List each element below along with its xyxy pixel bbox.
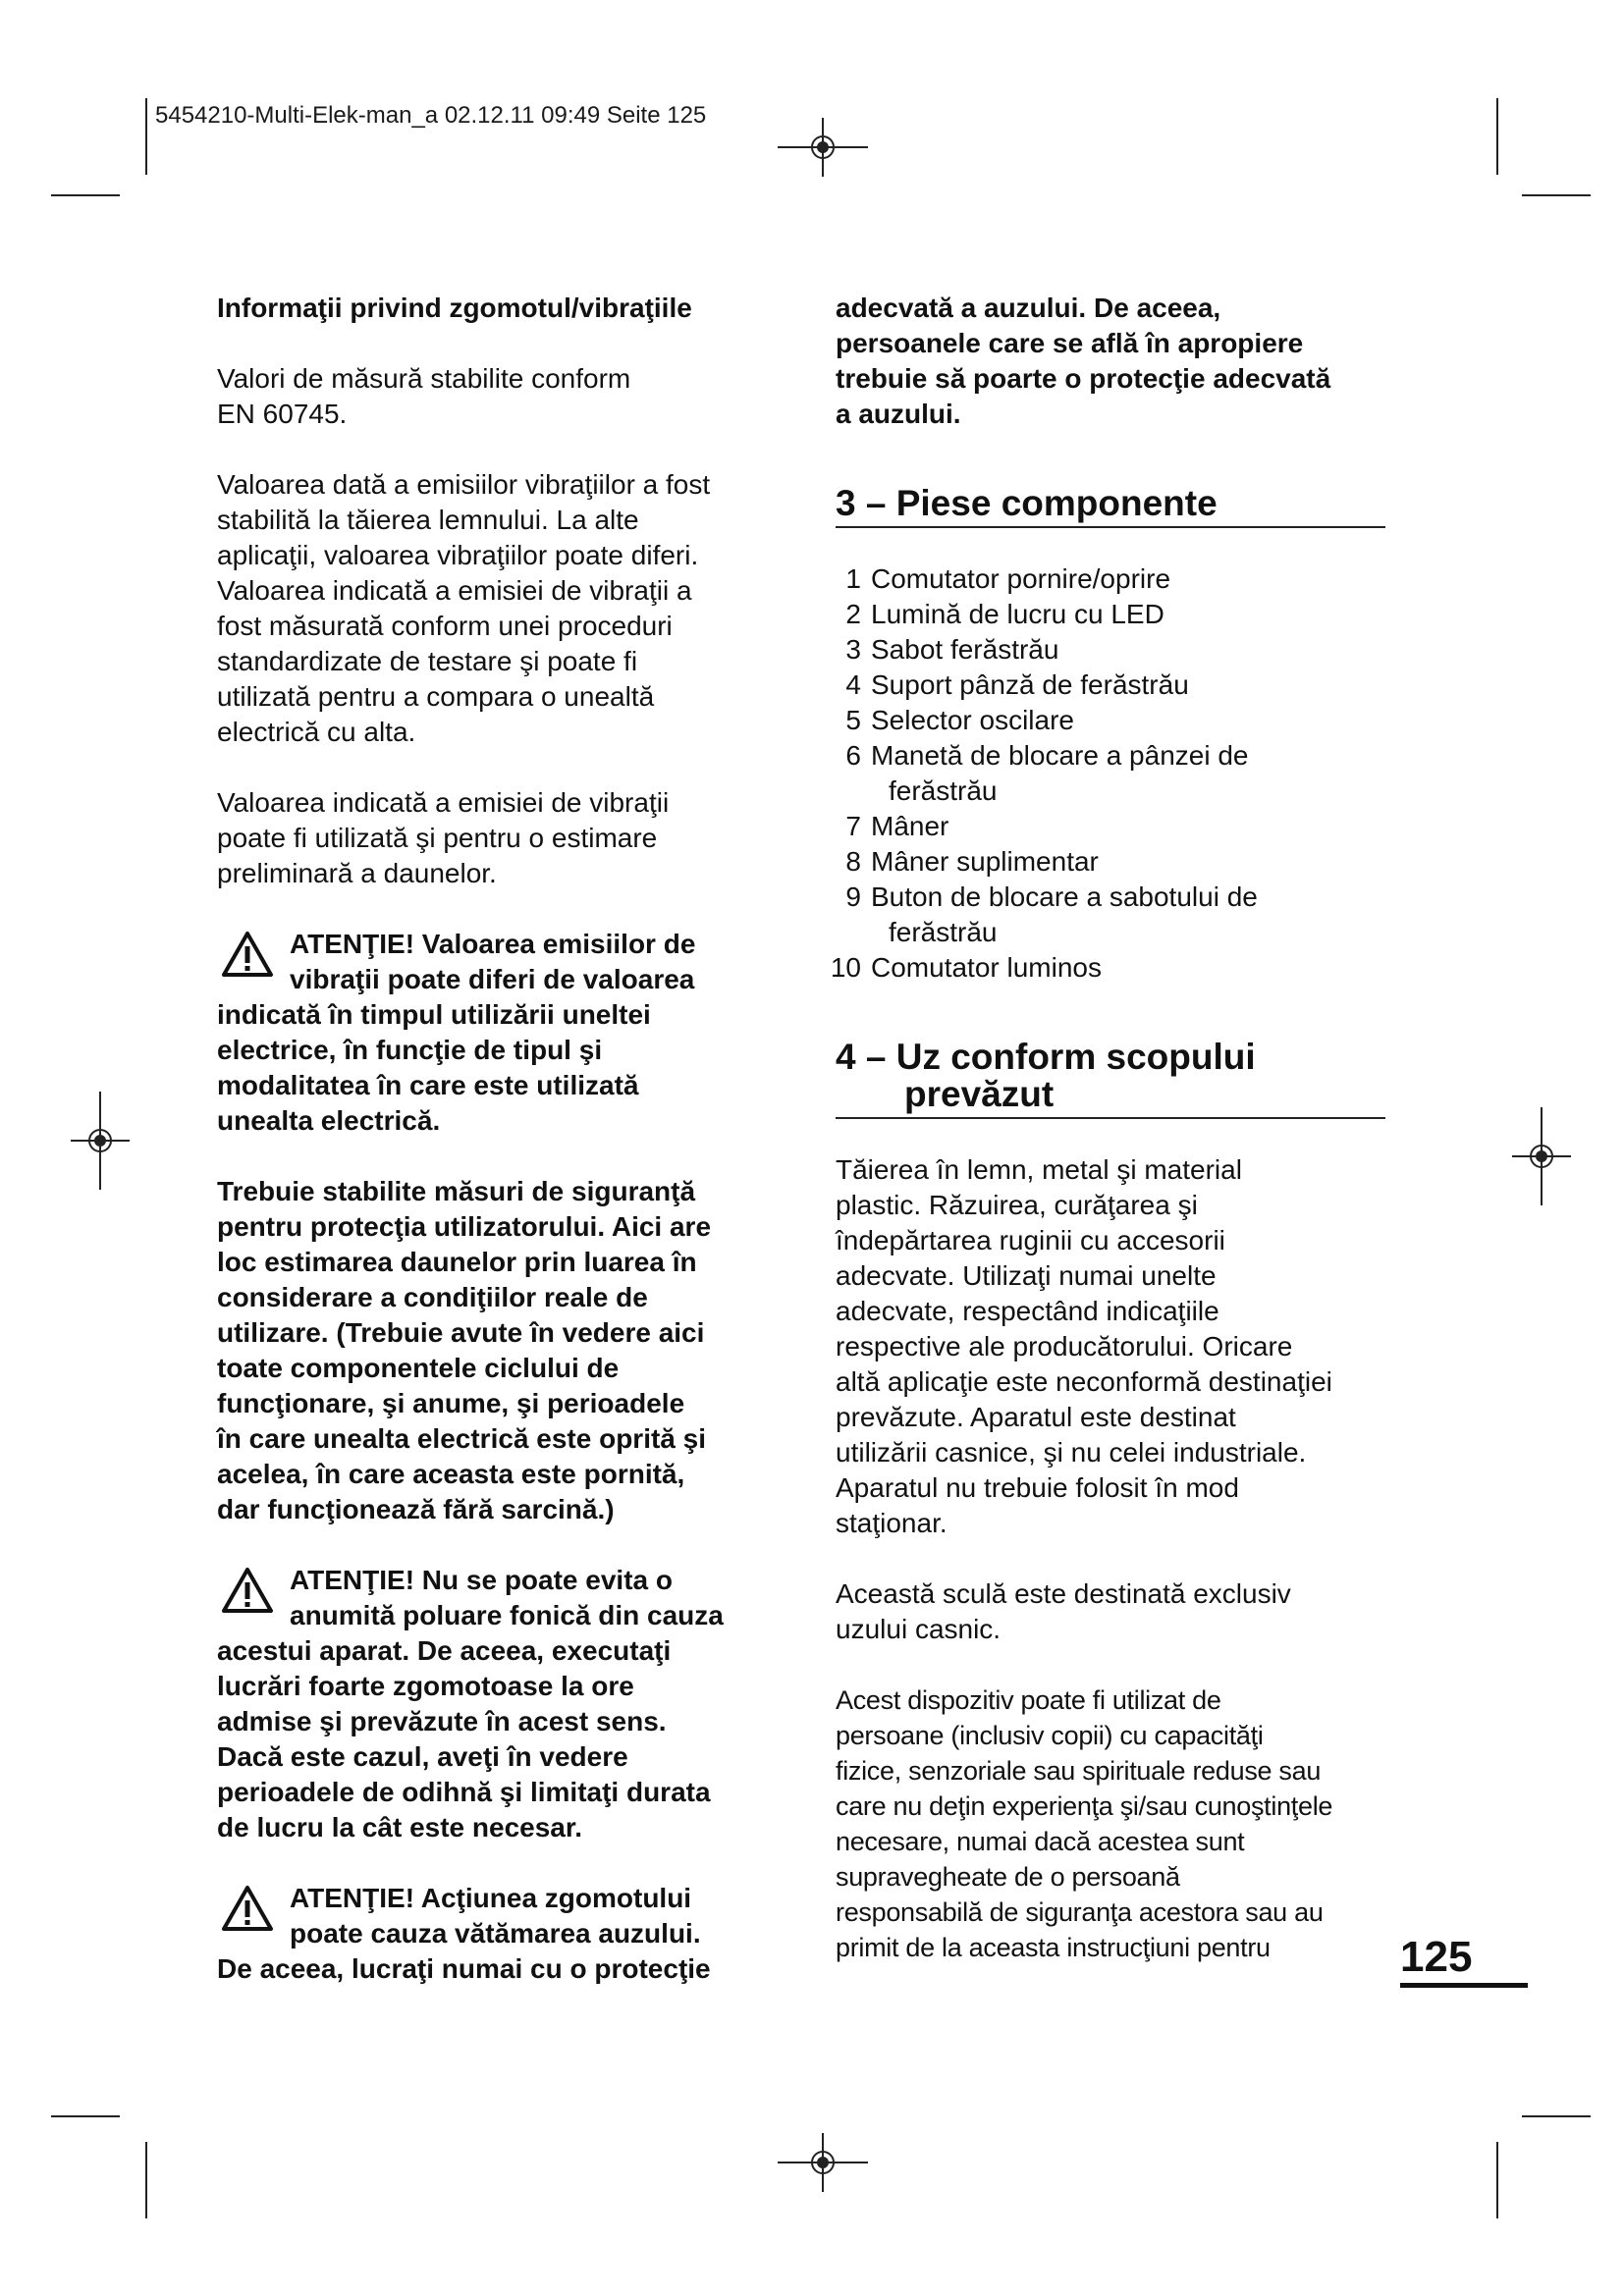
crop-mark	[145, 98, 147, 175]
noise-info-heading: Informaţii privind zgomotul/vibraţiile	[217, 293, 692, 323]
crop-mark	[1496, 98, 1498, 175]
registration-mark-icon	[778, 118, 868, 177]
device-usage-paragraph: Acest dispozitiv poate fi utilizat de persoane (inclusiv copii) cu capacităţi fizice, senzoriale sau spirituale reduse sau care nu deţin experienţa şi/sau cunoştinţele necesare, numai dacă acestea sunt supravegheate de o persoană responsabilă de siguranţa acestora sau au primit de la aceasta instrucţiuni pentru	[836, 1685, 1333, 1962]
warning-triangle-icon	[221, 1567, 274, 1614]
crop-mark	[1496, 2142, 1498, 2218]
section-heading-components: 3 – Piese componente	[836, 485, 1385, 528]
intended-use-paragraph: Tăierea în lemn, metal şi material plastic. Răzuirea, curăţarea şi îndepărtarea ruginii cu accesorii adecvate. Utilizaţi numai unelte adecvate, respectând indicaţiile respective ale producătorului. Oricare altă aplicaţie este neconformă destinaţiei prevăzute. Aparatul este destinat utilizării casnice, şi nu celei industriale. Aparatul nu trebuie folosit în mod staţionar.	[836, 1154, 1332, 1538]
vibration-paragraph: Valoarea dată a emisiilor vibraţiilor a fost stabilită la tăierea lemnului. La alte aplicaţii, valoarea vibraţiilor poate diferi. Valoarea indicată a emisiei de vibraţii a fost măsurată conform unei proceduri standardizate de testare şi poate fi utilizată pentru a compara o unealtă electrică cu alta.	[217, 469, 711, 747]
right-column	[830, 291, 1385, 1965]
hearing-continuation: adecvată a auzului. De aceea, persoanele care se află în apropiere trebuie să poarte o protecţie adecvată a auzului.	[836, 293, 1331, 429]
list-item: 4 Suport pânză de ferăstrău	[845, 669, 1189, 700]
print-slug: 5454210-Multi-Elek-man_a 02.12.11 09:49 Seite 125	[155, 102, 707, 129]
crop-mark	[51, 194, 120, 196]
warning-noise-pollution: ATENŢIE! Nu se poate evita o anumită poluare fonică din cauza acestui aparat. De aceea, executaţi lucrări foarte zgomotoase la ore admise şi prevăzute în acest sens. Dacă este cazul, aveţi în vedere perioadele de odihnă şi limitaţi durata de lucru la cât este necesar.	[217, 1565, 724, 1842]
list-item: 8 Mâner suplimentar	[845, 846, 1099, 877]
registration-mark-icon	[778, 2133, 868, 2192]
measurement-paragraph: Valori de măsură stabilite conform EN 60745.	[217, 363, 631, 429]
crop-mark	[145, 2142, 147, 2218]
list-item: 2 Lumină de lucru cu LED	[845, 599, 1164, 629]
registration-mark-icon	[71, 1092, 130, 1190]
list-item: 9 Buton de blocare a sabotului de ferăstrău	[845, 881, 1258, 947]
page-number: 125	[1400, 1934, 1528, 1988]
warning-triangle-icon	[221, 1885, 274, 1932]
list-item: 6 Manetă de blocare a pânzei de ferăstrău	[845, 740, 1249, 806]
estimate-paragraph: Valoarea indicată a emisiei de vibraţii poate fi utilizată şi pentru o estimare preliminară a daunelor.	[217, 787, 670, 888]
list-item: 5 Selector oscilare	[845, 705, 1074, 735]
safety-paragraph: Trebuie stabilite măsuri de siguranţă pentru protecţia utilizatorului. Aici are loc estimarea daunelor prin luarea în considerare a condiţiilor reale de utilizare. (Trebuie avute în vedere aici toate componentele ciclului de funcţionare, şi anume, şi perioadele în care unealta electrică este oprită şi acelea, în care aceasta este pornită, dar funcţionează fără sarcină.)	[217, 1176, 712, 1524]
registration-mark-icon	[1512, 1107, 1571, 1205]
list-item: 10 Comutator luminos	[830, 952, 1102, 983]
warning-vibration: ATENŢIE! Valoarea emisiilor de vibraţii poate diferi de valoarea indicată în timpul utilizării uneltei electrice, în funcţie de tipul şi modalitatea în care este utilizată unealta electrică.	[217, 929, 696, 1136]
left-column	[217, 291, 777, 1987]
crop-mark	[1522, 194, 1591, 196]
warning-hearing: ATENŢIE! Acţiunea zgomotului poate cauza vătămarea auzului. De aceea, lucraţi numai cu o protecţie	[217, 1883, 711, 1984]
household-paragraph: Această sculă este destinată exclusiv uzului casnic.	[836, 1578, 1291, 1644]
crop-mark	[1522, 2115, 1591, 2117]
components-list	[830, 561, 1385, 986]
crop-mark	[51, 2115, 120, 2117]
list-item: 3 Sabot ferăstrău	[845, 634, 1059, 665]
list-item: 7 Mâner	[845, 811, 949, 841]
warning-triangle-icon	[221, 931, 274, 978]
section-heading-intended-use: 4 – Uz conform scopului prevăzut	[836, 1039, 1385, 1119]
list-item: 1 Comutator pornire/oprire	[845, 563, 1171, 594]
